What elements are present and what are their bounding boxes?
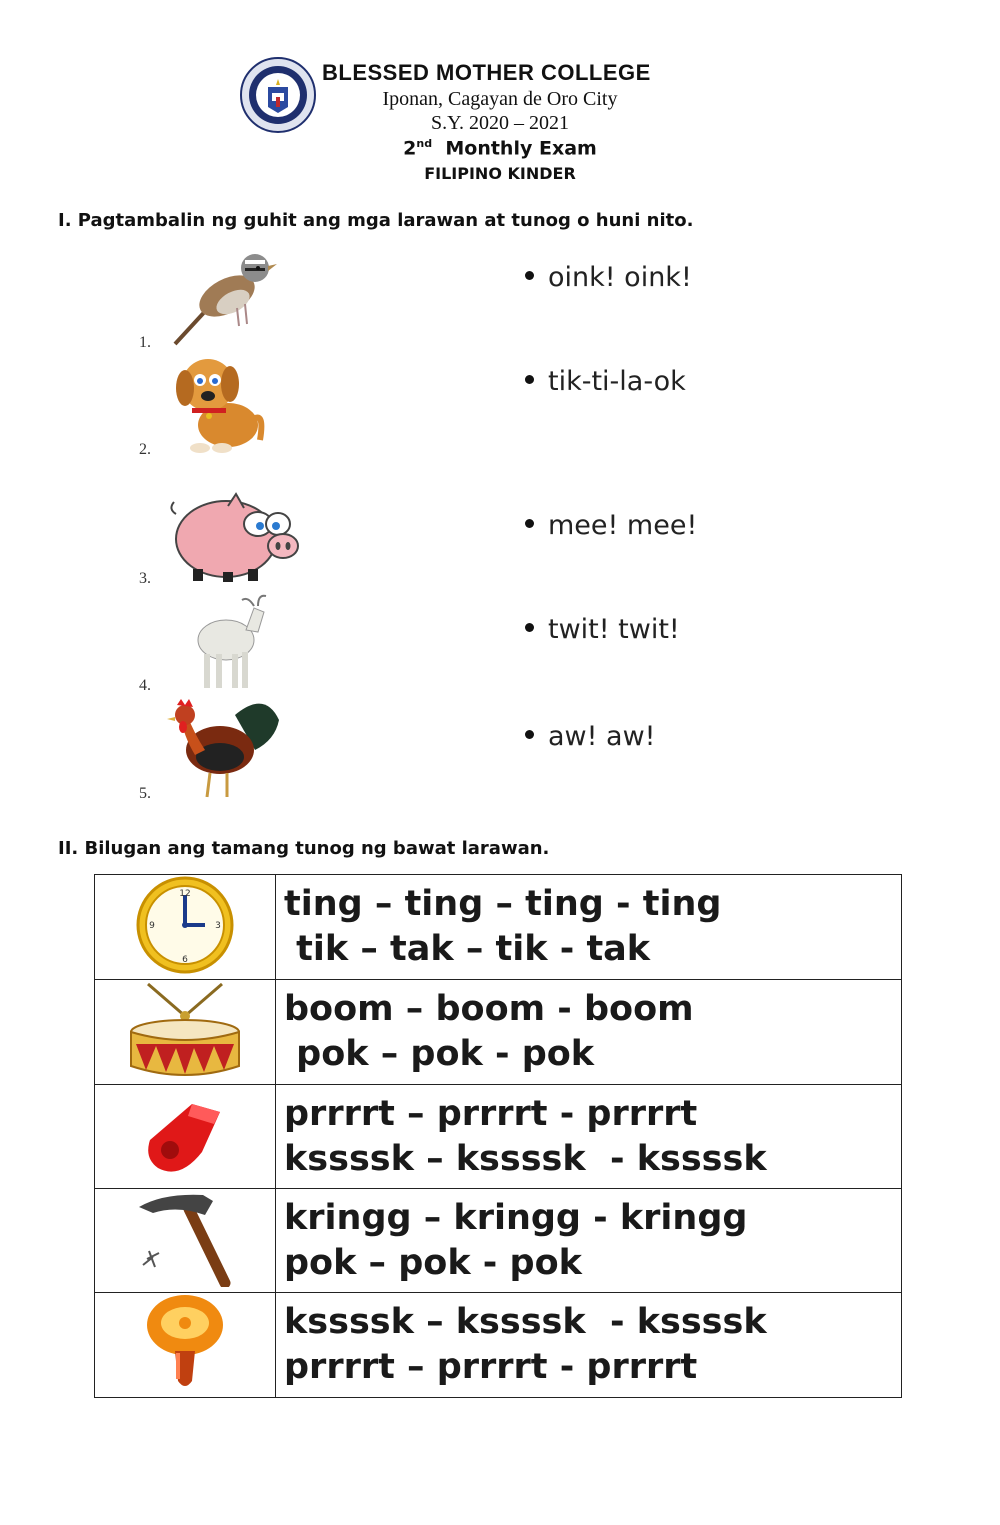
table-row	[95, 1189, 902, 1293]
picture-number-2: 2.	[139, 441, 151, 458]
subject-title: FILIPINO KINDER	[424, 164, 576, 183]
sound-choice[interactable]: kringg – kringg - kringg	[284, 1197, 748, 1238]
sound-choice[interactable]: boom – boom - boom	[284, 989, 694, 1029]
bullet-icon	[525, 730, 534, 739]
bullet-icon	[525, 519, 534, 528]
sound-table	[94, 874, 902, 1398]
sound-option-5: aw! aw!	[525, 721, 656, 752]
bullet-icon	[525, 375, 534, 384]
options-cell	[276, 1085, 902, 1189]
svg-text:3: 3	[215, 921, 221, 931]
picture-cell	[95, 1189, 276, 1293]
sound-choice[interactable]: prrrrt – prrrrt - prrrrt	[284, 1347, 698, 1387]
svg-text:12: 12	[179, 889, 191, 899]
dog-icon	[170, 350, 266, 455]
exam-title: 2nd Monthly Exam	[403, 137, 597, 160]
drum-icon	[128, 980, 242, 1080]
picture-cell	[95, 980, 276, 1085]
sound-choice[interactable]: kssssk – kssssk - kssssk	[284, 1302, 767, 1342]
sound-option-4: twit! twit!	[525, 614, 680, 645]
school-address: Iponan, Cagayan de Oro City	[382, 88, 618, 110]
rooster-icon	[165, 695, 283, 800]
picture-number-5: 5.	[139, 785, 151, 802]
picture-cell	[95, 1293, 276, 1398]
sound-choice[interactable]: prrrrt – prrrrt - prrrrt	[284, 1093, 698, 1134]
school-name: BLESSED MOTHER COLLEGE	[322, 60, 651, 85]
options-cell	[276, 1293, 902, 1398]
table-row	[95, 1293, 902, 1398]
bullet-icon	[525, 623, 534, 632]
picture-cell	[95, 875, 276, 980]
table-row	[95, 1085, 902, 1189]
options-cell	[276, 1189, 902, 1293]
bird-icon	[165, 246, 280, 346]
maraca-icon	[140, 1293, 230, 1393]
table-row	[95, 980, 902, 1085]
options-cell	[276, 980, 902, 1085]
sound-choice[interactable]: pok – pok - pok	[284, 1242, 582, 1283]
options-cell	[276, 875, 902, 980]
sound-choice[interactable]: ting – ting – ting - ting	[284, 884, 722, 924]
bullet-icon	[525, 271, 534, 280]
part2-instruction: II. Bilugan ang tamang tunog ng bawat larawan.	[58, 838, 550, 859]
goat-icon	[188, 590, 270, 692]
school-year: S.Y. 2020 – 2021	[431, 112, 569, 134]
pig-icon	[168, 484, 303, 584]
picture-cell	[95, 1085, 276, 1189]
hammer-icon	[133, 1191, 237, 1287]
sound-option-3: mee! mee!	[525, 510, 697, 541]
sound-option-1: oink! oink!	[525, 262, 692, 293]
sound-choice[interactable]: kssssk – kssssk - kssssk	[284, 1138, 767, 1179]
sound-option-2: tik-ti-la-ok	[525, 366, 686, 397]
picture-number-1: 1.	[139, 334, 151, 351]
svg-text:9: 9	[149, 921, 155, 931]
sound-choice[interactable]: tik – tak – tik - tak	[284, 929, 651, 969]
picture-number-3: 3.	[139, 570, 151, 587]
clock-icon	[133, 875, 237, 975]
table-row	[95, 875, 902, 980]
part1-instruction: I. Pagtambalin ng guhit ang mga larawan at tunog o huni nito.	[58, 210, 694, 231]
sound-choice[interactable]: pok – pok - pok	[284, 1034, 595, 1074]
whistle-icon	[140, 1090, 230, 1180]
picture-number-4: 4.	[139, 677, 151, 694]
svg-text:6: 6	[182, 955, 188, 965]
